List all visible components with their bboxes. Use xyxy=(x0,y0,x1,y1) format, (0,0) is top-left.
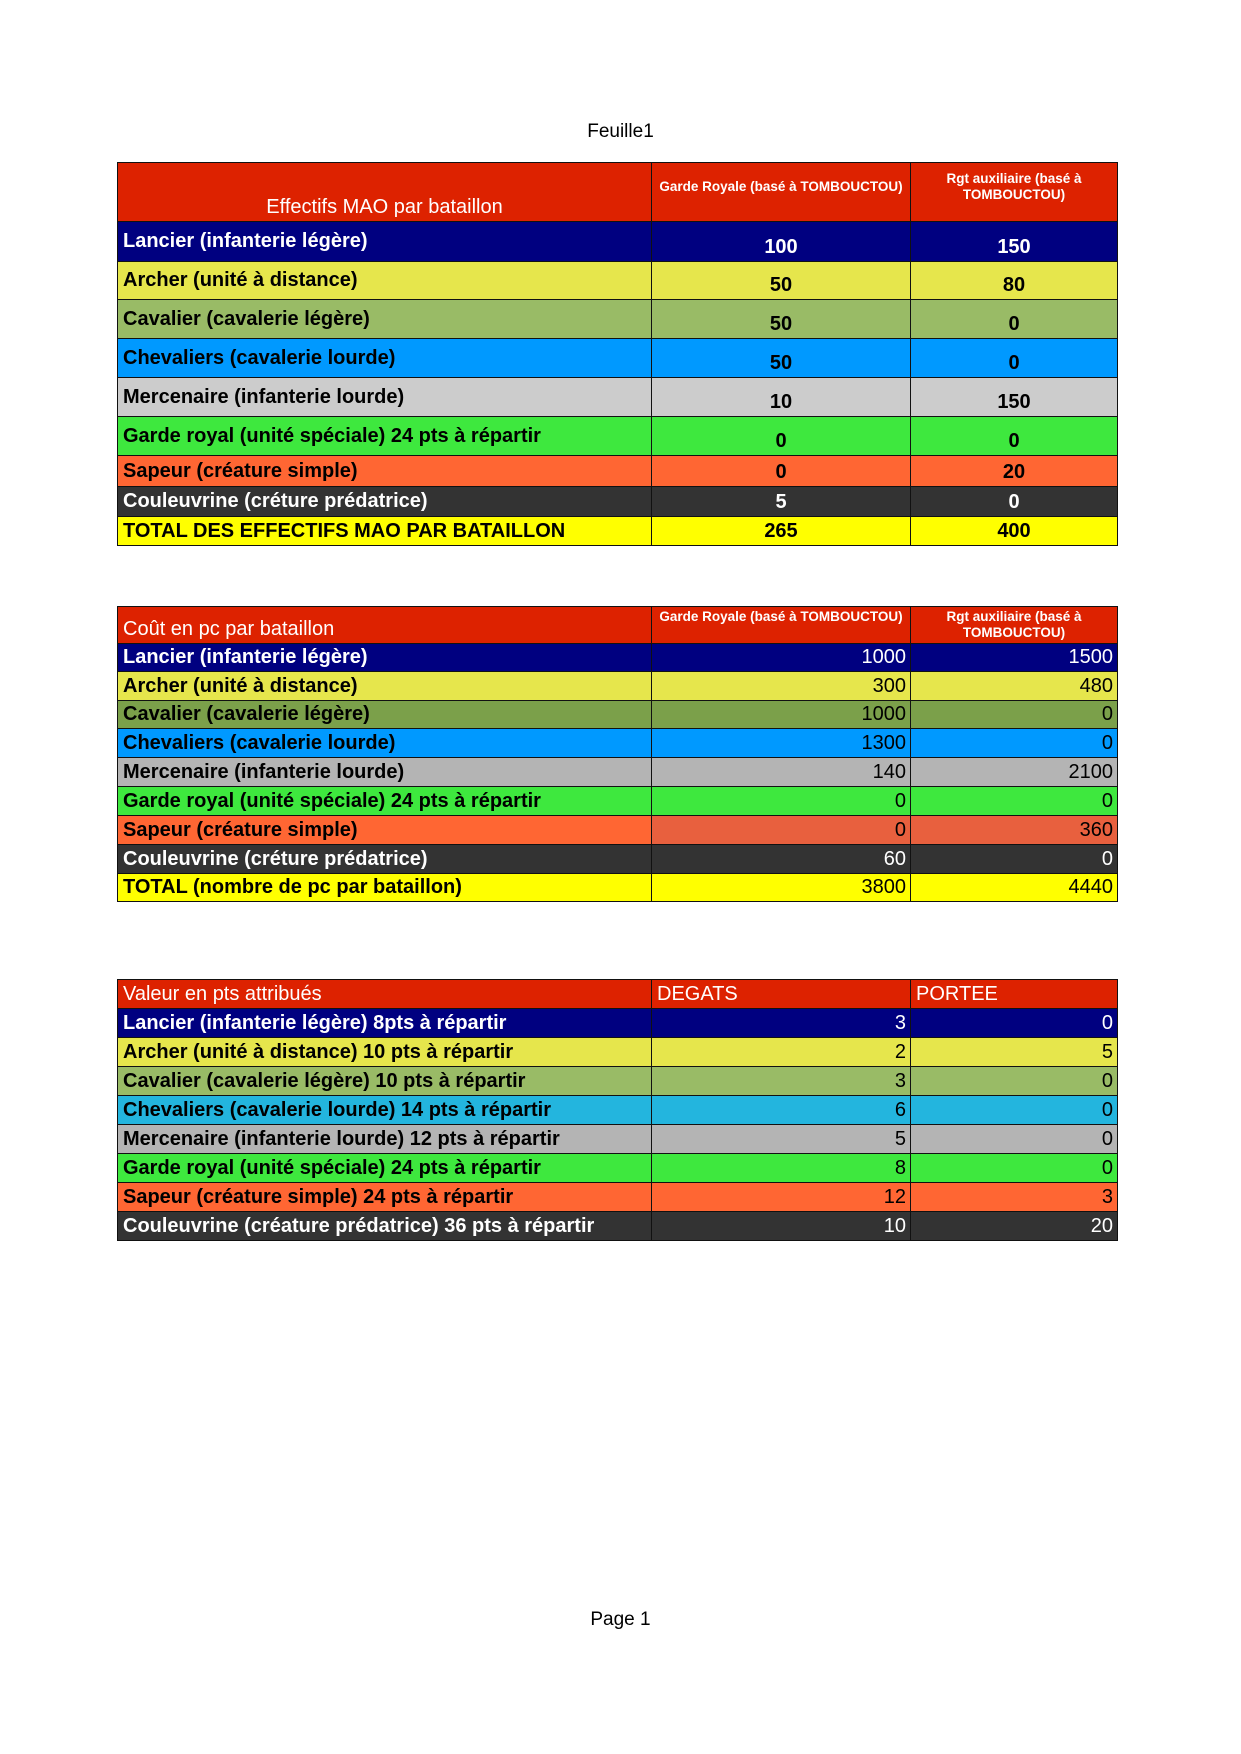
valeur-row-value-1: 12 xyxy=(652,1183,911,1212)
valeur-row xyxy=(118,1183,1118,1212)
effectifs-row-value-1: 50 xyxy=(652,262,911,300)
cout-row-value-2: 4440 xyxy=(911,874,1118,902)
cout-row-value-2: 360 xyxy=(911,816,1118,845)
cout-row-value-1: 3800 xyxy=(652,874,911,902)
cout-row-label: Archer (unité à distance) xyxy=(118,672,652,701)
cout-row-value-2: 2100 xyxy=(911,758,1118,787)
valeur-row-value-1: 2 xyxy=(652,1038,911,1067)
effectifs-row-label: Lancier (infanterie légère) xyxy=(118,222,652,262)
cout-table xyxy=(117,606,1118,902)
cout-row xyxy=(118,701,1118,729)
page-header: Feuille1 xyxy=(587,121,654,142)
effectifs-row-label: TOTAL DES EFFECTIFS MAO PAR BATAILLON xyxy=(118,517,652,546)
cout-row-value-1: 0 xyxy=(652,787,911,816)
valeur-row-value-2: 3 xyxy=(911,1183,1118,1212)
valeur-row-value-2: 0 xyxy=(911,1067,1118,1096)
valeur-row-label: Cavalier (cavalerie légère) 10 pts à répartir xyxy=(118,1067,652,1096)
valeur-row-value-1: 3 xyxy=(652,1009,911,1038)
cout-row-value-2: 0 xyxy=(911,787,1118,816)
cout-row xyxy=(118,672,1118,701)
effectifs-row xyxy=(118,487,1118,517)
effectifs-row-value-2: 400 xyxy=(911,517,1118,546)
effectifs-col-rgt-auxiliaire: Rgt auxiliaire (basé à TOMBOUCTOU) xyxy=(911,163,1118,222)
page-footer: Page 1 xyxy=(590,1609,651,1630)
effectifs-row xyxy=(118,417,1118,456)
cout-row-value-1: 1000 xyxy=(652,701,911,729)
effectifs-row-value-2: 150 xyxy=(911,378,1118,417)
valeur-row-value-2: 20 xyxy=(911,1212,1118,1241)
cout-row-value-2: 0 xyxy=(911,845,1118,874)
cout-row-label: Sapeur (créature simple) xyxy=(118,816,652,845)
valeur-row-value-2: 0 xyxy=(911,1154,1118,1183)
cout-row-label: Garde royal (unité spéciale) 24 pts à répartir xyxy=(118,787,652,816)
valeur-table xyxy=(117,979,1118,1241)
cout-row-value-1: 1300 xyxy=(652,729,911,758)
valeur-row-label: Chevaliers (cavalerie lourde) 14 pts à répartir xyxy=(118,1096,652,1125)
cout-row-label: Lancier (infanterie légère) xyxy=(118,644,652,672)
effectifs-header-row xyxy=(118,163,1118,222)
effectifs-row-value-1: 10 xyxy=(652,378,911,417)
cout-row-value-1: 1000 xyxy=(652,644,911,672)
valeur-row-value-1: 8 xyxy=(652,1154,911,1183)
effectifs-row xyxy=(118,517,1118,546)
effectifs-row-value-1: 5 xyxy=(652,487,911,517)
cout-row xyxy=(118,729,1118,758)
effectifs-row-value-2: 80 xyxy=(911,262,1118,300)
cout-row xyxy=(118,845,1118,874)
cout-row-value-2: 0 xyxy=(911,701,1118,729)
effectifs-table xyxy=(117,162,1118,546)
valeur-row xyxy=(118,1212,1118,1241)
effectifs-row-value-2: 0 xyxy=(911,487,1118,517)
cout-col-garde-royale: Garde Royale (basé à TOMBOUCTOU) xyxy=(652,607,911,644)
effectifs-row xyxy=(118,378,1118,417)
effectifs-row-label: Archer (unité à distance) xyxy=(118,262,652,300)
valeur-row xyxy=(118,1067,1118,1096)
valeur-row xyxy=(118,1125,1118,1154)
valeur-row-label: Lancier (infanterie légère) 8pts à répartir xyxy=(118,1009,652,1038)
valeur-row-label: Couleuvrine (créature prédatrice) 36 pts à répartir xyxy=(118,1212,652,1241)
cout-row-label: Chevaliers (cavalerie lourde) xyxy=(118,729,652,758)
effectifs-row-label: Cavalier (cavalerie légère) xyxy=(118,300,652,339)
effectifs-row-value-1: 0 xyxy=(652,456,911,487)
valeur-row-value-1: 5 xyxy=(652,1125,911,1154)
effectifs-row xyxy=(118,222,1118,262)
cout-row-value-1: 300 xyxy=(652,672,911,701)
cout-row xyxy=(118,816,1118,845)
effectifs-row-value-2: 0 xyxy=(911,417,1118,456)
effectifs-row xyxy=(118,339,1118,378)
cout-row xyxy=(118,644,1118,672)
effectifs-row-label: Couleuvrine (créture prédatrice) xyxy=(118,487,652,517)
valeur-col-degats: DEGATS xyxy=(652,980,911,1009)
effectifs-row-value-1: 50 xyxy=(652,339,911,378)
effectifs-row-value-1: 50 xyxy=(652,300,911,339)
valeur-title: Valeur en pts attribués xyxy=(118,980,652,1009)
effectifs-col-garde-royale: Garde Royale (basé à TOMBOUCTOU) xyxy=(652,163,911,222)
valeur-row-value-2: 5 xyxy=(911,1038,1118,1067)
effectifs-row xyxy=(118,300,1118,339)
valeur-row-value-2: 0 xyxy=(911,1009,1118,1038)
cout-row-value-2: 1500 xyxy=(911,644,1118,672)
valeur-row-label: Garde royal (unité spéciale) 24 pts à répartir xyxy=(118,1154,652,1183)
valeur-row-label: Archer (unité à distance) 10 pts à répartir xyxy=(118,1038,652,1067)
valeur-row xyxy=(118,1038,1118,1067)
effectifs-row-value-1: 0 xyxy=(652,417,911,456)
cout-row-label: Cavalier (cavalerie légère) xyxy=(118,701,652,729)
valeur-row-label: Sapeur (créature simple) 24 pts à répartir xyxy=(118,1183,652,1212)
cout-header-row xyxy=(118,607,1118,644)
valeur-row-value-2: 0 xyxy=(911,1125,1118,1154)
effectifs-row-label: Mercenaire (infanterie lourde) xyxy=(118,378,652,417)
valeur-row xyxy=(118,1096,1118,1125)
valeur-header-row xyxy=(118,980,1118,1009)
cout-row-value-1: 0 xyxy=(652,816,911,845)
effectifs-row-value-1: 100 xyxy=(652,222,911,262)
cout-row-label: TOTAL (nombre de pc par bataillon) xyxy=(118,874,652,902)
cout-row-label: Mercenaire (infanterie lourde) xyxy=(118,758,652,787)
effectifs-row xyxy=(118,262,1118,300)
cout-row-value-2: 480 xyxy=(911,672,1118,701)
effectifs-row-value-2: 150 xyxy=(911,222,1118,262)
cout-row-value-1: 140 xyxy=(652,758,911,787)
effectifs-title: Effectifs MAO par bataillon xyxy=(118,163,652,222)
effectifs-row xyxy=(118,456,1118,487)
valeur-row-value-2: 0 xyxy=(911,1096,1118,1125)
effectifs-row-value-2: 20 xyxy=(911,456,1118,487)
cout-row-value-2: 0 xyxy=(911,729,1118,758)
effectifs-row-label: Sapeur (créature simple) xyxy=(118,456,652,487)
valeur-row xyxy=(118,1009,1118,1038)
valeur-row-value-1: 3 xyxy=(652,1067,911,1096)
valeur-row xyxy=(118,1154,1118,1183)
valeur-col-portee: PORTEE xyxy=(911,980,1118,1009)
effectifs-row-value-2: 0 xyxy=(911,300,1118,339)
cout-row xyxy=(118,787,1118,816)
cout-row-value-1: 60 xyxy=(652,845,911,874)
cout-row-label: Couleuvrine (créture prédatrice) xyxy=(118,845,652,874)
cout-row xyxy=(118,874,1118,902)
effectifs-row-value-1: 265 xyxy=(652,517,911,546)
cout-col-rgt-auxiliaire: Rgt auxiliaire (basé à TOMBOUCTOU) xyxy=(911,607,1118,644)
valeur-row-label: Mercenaire (infanterie lourde) 12 pts à répartir xyxy=(118,1125,652,1154)
valeur-row-value-1: 6 xyxy=(652,1096,911,1125)
cout-row xyxy=(118,758,1118,787)
cout-title: Coût en pc par bataillon xyxy=(118,607,652,644)
valeur-row-value-1: 10 xyxy=(652,1212,911,1241)
effectifs-row-label: Chevaliers (cavalerie lourde) xyxy=(118,339,652,378)
effectifs-row-label: Garde royal (unité spéciale) 24 pts à répartir xyxy=(118,417,652,456)
effectifs-row-value-2: 0 xyxy=(911,339,1118,378)
